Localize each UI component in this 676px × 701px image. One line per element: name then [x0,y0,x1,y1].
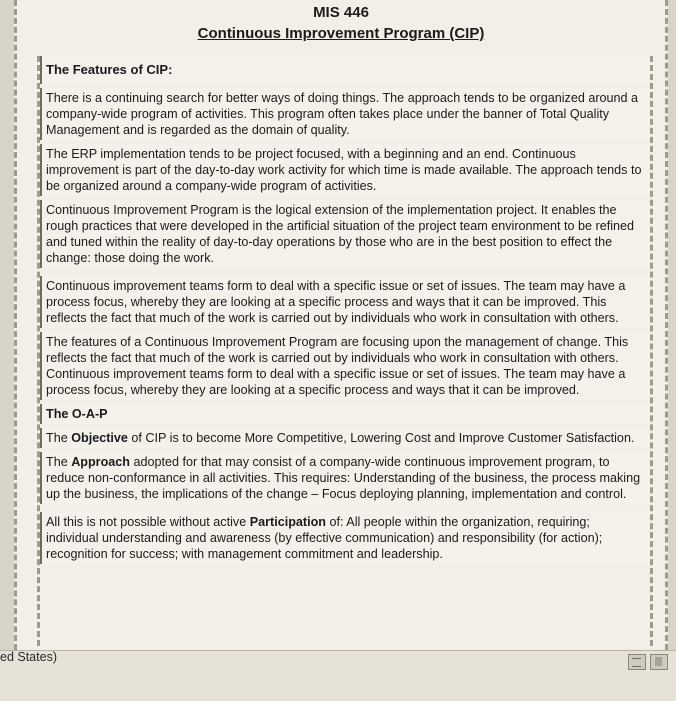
approach-lead: The [46,455,72,469]
status-bar [0,650,676,701]
objective-lead: The [46,431,72,445]
participation-keyword: Participation [249,515,326,529]
objective-keyword: Objective [71,431,128,445]
participation-text: of: All people within the organization, requiring; individual understanding and awareness (by effective communication) and responsibility (for action); recognition for success; with management commitment and leadership. [46,515,603,561]
approach-keyword: Approach [71,455,130,469]
status-language: ed States) [0,650,57,664]
document-header [17,0,665,44]
section-heading: The Features of CIP: [40,56,650,84]
paragraph: Continuous improvement teams form to deal with a specific issue or set of issues. The team may have a process focus, whereby they are looking at a specific process and ways that it can be improved. This reflects the fact that much of the work is carried out by individuals who work in consultation with others. [40,276,650,328]
objective-paragraph [40,428,650,448]
paragraph: There is a continuing search for better ways of doing things. The approach tends to be organized around a company-wide program of activities. This program often takes place under the banner of Total Quality Management and is regarded as the domain of quality. [40,88,650,140]
layout-icon[interactable] [650,654,668,670]
course-code: MIS 446 [313,4,369,21]
paragraph: The features of a Continuous Improvement Program are focusing upon the management of change. This reflects the fact that much of the work is carried out by individuals who work in consultation with others. Continuous improvement teams form to deal with a specific issue or set of issues. The team may have a process focus, whereby they are looking at a specific process and ways that it can be improved. [40,332,650,400]
document-view-icon[interactable] [628,654,646,670]
paragraph: The ERP implementation tends to be project focused, with a beginning and an end. Continuous improvement is part of the day-to-day work activity for which time is made available. The approach tends to be organized around a company-wide program of activities. [40,144,650,196]
document-body [37,56,653,646]
participation-lead: All this is not possible without active [46,515,250,529]
approach-paragraph [40,452,650,504]
paragraph: Continuous Improvement Program is the logical extension of the implementation project. It enables the rough practices that were developed in the artificial situation of the project team environment to be refined and tuned within the reality of day-to-day operations by those who are in the best position to effect the change: those doing the work. [40,200,650,268]
document-page [14,0,668,650]
approach-text: adopted for that may consist of a company-wide continuous improvement program, to reduce non-conformance in all activities. This requires: Understanding of the business, the process making up the business, the implications of the change – Focus deploying planning, implementation and control. [46,455,641,501]
participation-paragraph [40,512,650,564]
objective-text: of CIP is to become More Competitive, Lowering Cost and Improve Customer Satisfaction. [127,431,635,445]
oap-label: The O-A-P [40,404,650,424]
document-title: Continuous Improvement Program (CIP) [197,25,485,42]
